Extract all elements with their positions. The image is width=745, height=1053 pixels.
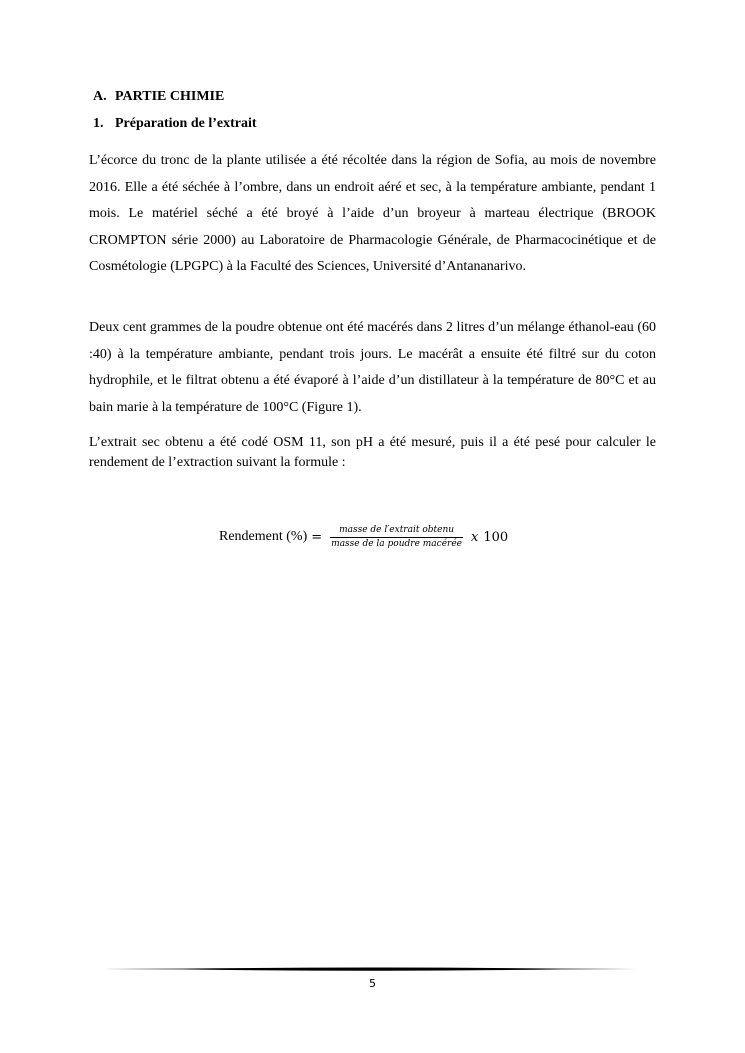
subsection-title: Préparation de l’extrait [115, 116, 257, 131]
formula-factor: 100 [483, 529, 509, 545]
subsection-number: 1. [93, 116, 104, 131]
paragraph-maceration: Deux cent grammes de la poudre obtenue ont été macérés dans 2 litres d’un mélange éthanol-eau (60 :40) à la température ambiante, pendant trois jours. Le macérât a ensuite été filtré sur du coton hydrophile, et le filtrat obtenu a été évaporé à l’aide d’un distillateur à la température de 80°C et au bain marie à la température de 100°C (Figure 1). [89, 320, 656, 415]
subsection-heading [93, 116, 257, 132]
formula-multiply: x [470, 529, 479, 545]
fraction-bar [330, 537, 463, 538]
section-heading [93, 89, 224, 105]
section-title: PARTIE CHIMIE [115, 89, 225, 104]
formula-denominator: masse de la poudre macérée [331, 538, 462, 549]
page-number: 5 [369, 977, 376, 990]
formula-equals: = [311, 529, 323, 545]
formula-fraction [330, 525, 463, 550]
footer-divider [103, 965, 641, 973]
paragraph-extract-yield: L’extrait sec obtenu a été codé OSM 11, son pH a été mesuré, puis il a été pesé pour calculer le rendement de l’extraction suivant la formule : [89, 435, 656, 470]
section-letter: A. [93, 89, 107, 104]
paragraph-plant-collection: L’écorce du tronc de la plante utilisée a été récoltée dans la région de Sofia, au mois de novembre 2016. Elle a été séchée à l’ombre, dans un endroit aéré et sec, à la température ambiante, pendant 1 mois. Le matériel séché a été broyé à l’aide d’un broyeur à marteau électrique (BROOK CROMPTON série 2000) au Laboratoire de Pharmacologie Générale, de Pharmacocinétique et de Cosmétologie (LPGPC) à la Faculté des Sciences, Université d’Antananarivo. [89, 153, 656, 274]
yield-formula [219, 517, 508, 557]
formula-numerator: masse de l′extrait obtenu [339, 524, 455, 535]
formula-label: Rendement (%) [219, 529, 308, 544]
